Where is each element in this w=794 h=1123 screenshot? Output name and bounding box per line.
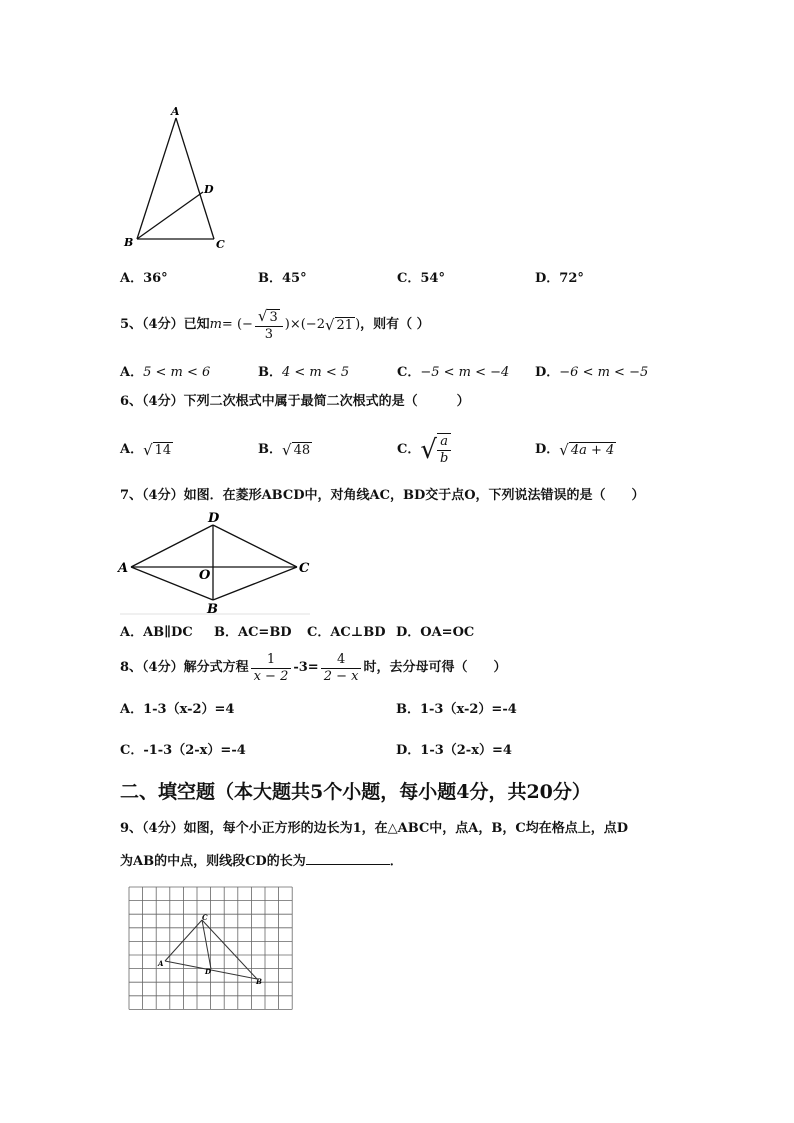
q7-option-a[interactable]: A．AB∥DC	[120, 625, 193, 640]
triangle-abd-figure	[110, 100, 240, 260]
q5-denominator: 3	[264, 326, 273, 342]
q8-mid: -3=	[293, 660, 319, 675]
q8-fraction-1	[251, 652, 292, 685]
label-b: B	[207, 602, 218, 617]
q8-fraction-2-denominator: 2 − x	[323, 668, 359, 684]
q5-stem: 5、（4分）已知 m = (− $\frac{√ 3}{3}$ )×(−2 √ 21 ) ，则有（ ）	[120, 306, 430, 342]
q5-option-c[interactable]	[397, 364, 509, 382]
label-d: D	[204, 183, 214, 196]
q6-option-b-radicand: 48	[293, 442, 311, 458]
q6-option-a-label: A．	[120, 442, 144, 457]
q7-stem: 7、（4分）如图．在菱形ABCD中，对角线AC，BD交于点O，下列说法错误的是（ ）	[120, 488, 645, 503]
q9-line-2	[120, 852, 403, 871]
q4-option-d[interactable]: D．72°	[535, 271, 584, 286]
q7-option-c[interactable]: C．AC⊥BD	[307, 625, 386, 640]
label-c: C	[216, 238, 225, 251]
q6-option-b-label: B．	[258, 442, 282, 457]
q6-option-c-denominator: b	[439, 451, 449, 466]
q8-option-c[interactable]: C．-1-3（2-x）=-4	[120, 743, 246, 758]
q5-option-a-expr: 5 < m < 6	[143, 365, 211, 380]
grid-triangle-figure	[125, 883, 295, 1018]
rhombus-abcd-figure	[115, 510, 315, 618]
q5-prefix: 5、（4分）已知	[120, 317, 210, 332]
q8-option-b[interactable]: B．1-3（x-2）=-4	[396, 702, 517, 717]
q4-option-c[interactable]: C．54°	[397, 271, 445, 286]
q8-fraction-2	[321, 652, 362, 685]
q5-option-a[interactable]	[120, 364, 210, 382]
label-b: B	[256, 977, 262, 986]
q6-stem: 6、（4分）下列二次根式中属于最简二次根式的是（ ）	[120, 394, 470, 409]
q9-line-2-suffix: ．	[389, 854, 403, 869]
q5-option-b-label: B．	[258, 365, 282, 380]
q5-option-a-label: A．	[120, 365, 144, 380]
q8-fraction-1-numerator: 1	[251, 652, 292, 669]
label-o: O	[199, 568, 211, 583]
q6-option-d-radicand: 4a + 4	[570, 442, 615, 458]
q7-option-b[interactable]: B．AC=BD	[214, 625, 292, 640]
label-d: D	[208, 511, 220, 526]
q9-line-1: 9、（4分）如图，每个小正方形的边长为1，在△ABC中，点A，B，C均在格点上，点D	[120, 821, 628, 836]
q5-option-b-expr: 4 < m < 5	[282, 365, 350, 380]
q5-numerator: 3	[269, 309, 278, 325]
q8-prefix: 8、（4分）解分式方程	[120, 660, 249, 675]
q4-option-a[interactable]: A．36°	[120, 271, 168, 286]
q9-line-2-prefix: 为AB的中点，则线段CD的长为	[120, 854, 306, 869]
label-a: A	[118, 561, 129, 576]
q6-option-a[interactable]: A． √ 14	[120, 441, 172, 459]
answer-blank[interactable]	[306, 852, 390, 865]
q7-option-d[interactable]: D．OA=OC	[396, 625, 475, 640]
label-c: C	[202, 913, 208, 922]
section-title: 二、填空题（本大题共5个小题，每小题4分，共20分）	[120, 781, 591, 803]
label-a: A	[158, 959, 164, 968]
q6-option-c-label: C．	[397, 442, 421, 457]
q6-option-d[interactable]: D． √ 4a + 4	[535, 441, 615, 459]
q4-option-b[interactable]: B．45°	[258, 271, 307, 286]
q8-suffix: 时，去分母可得（ ）	[363, 660, 507, 675]
q6-option-c[interactable]: C． √ $\frac{a}{b}$	[397, 428, 453, 472]
q5-option-c-label: C．	[397, 365, 421, 380]
q5-suffix: ，则有（ ）	[360, 317, 430, 332]
q5-option-d-label: D．	[535, 365, 560, 380]
q8-fraction-1-denominator: x − 2	[253, 668, 289, 684]
label-a: A	[171, 105, 180, 118]
q5-option-d-expr: −6 < m < −5	[559, 365, 649, 380]
q6-option-b[interactable]: B． √ 48	[258, 441, 311, 459]
q5-option-b[interactable]	[258, 364, 349, 382]
q6-option-a-radicand: 14	[154, 442, 172, 458]
q5-option-d[interactable]	[535, 364, 648, 382]
q6-option-c-numerator: a	[437, 434, 451, 451]
q5-option-c-expr: −5 < m < −4	[420, 365, 510, 380]
q5-radicand: 21	[336, 317, 354, 333]
q5-mid: )×(−2	[284, 317, 325, 332]
q5-fraction: $\frac{√ 3}{3}$	[255, 308, 283, 343]
label-b: B	[124, 236, 134, 249]
q8-fraction-2-numerator: 4	[321, 652, 362, 669]
q6-option-d-label: D．	[535, 442, 560, 457]
q5-eq: = (−	[221, 317, 253, 332]
q8-option-d[interactable]: D．1-3（2-x）=4	[396, 743, 512, 758]
q5-variable: m	[209, 317, 222, 332]
q5-close: )	[355, 317, 361, 332]
q8-stem	[120, 648, 506, 688]
label-c: C	[299, 561, 310, 576]
q8-option-a[interactable]: A．1-3（x-2）=4	[120, 702, 235, 717]
label-d: D	[205, 967, 212, 976]
